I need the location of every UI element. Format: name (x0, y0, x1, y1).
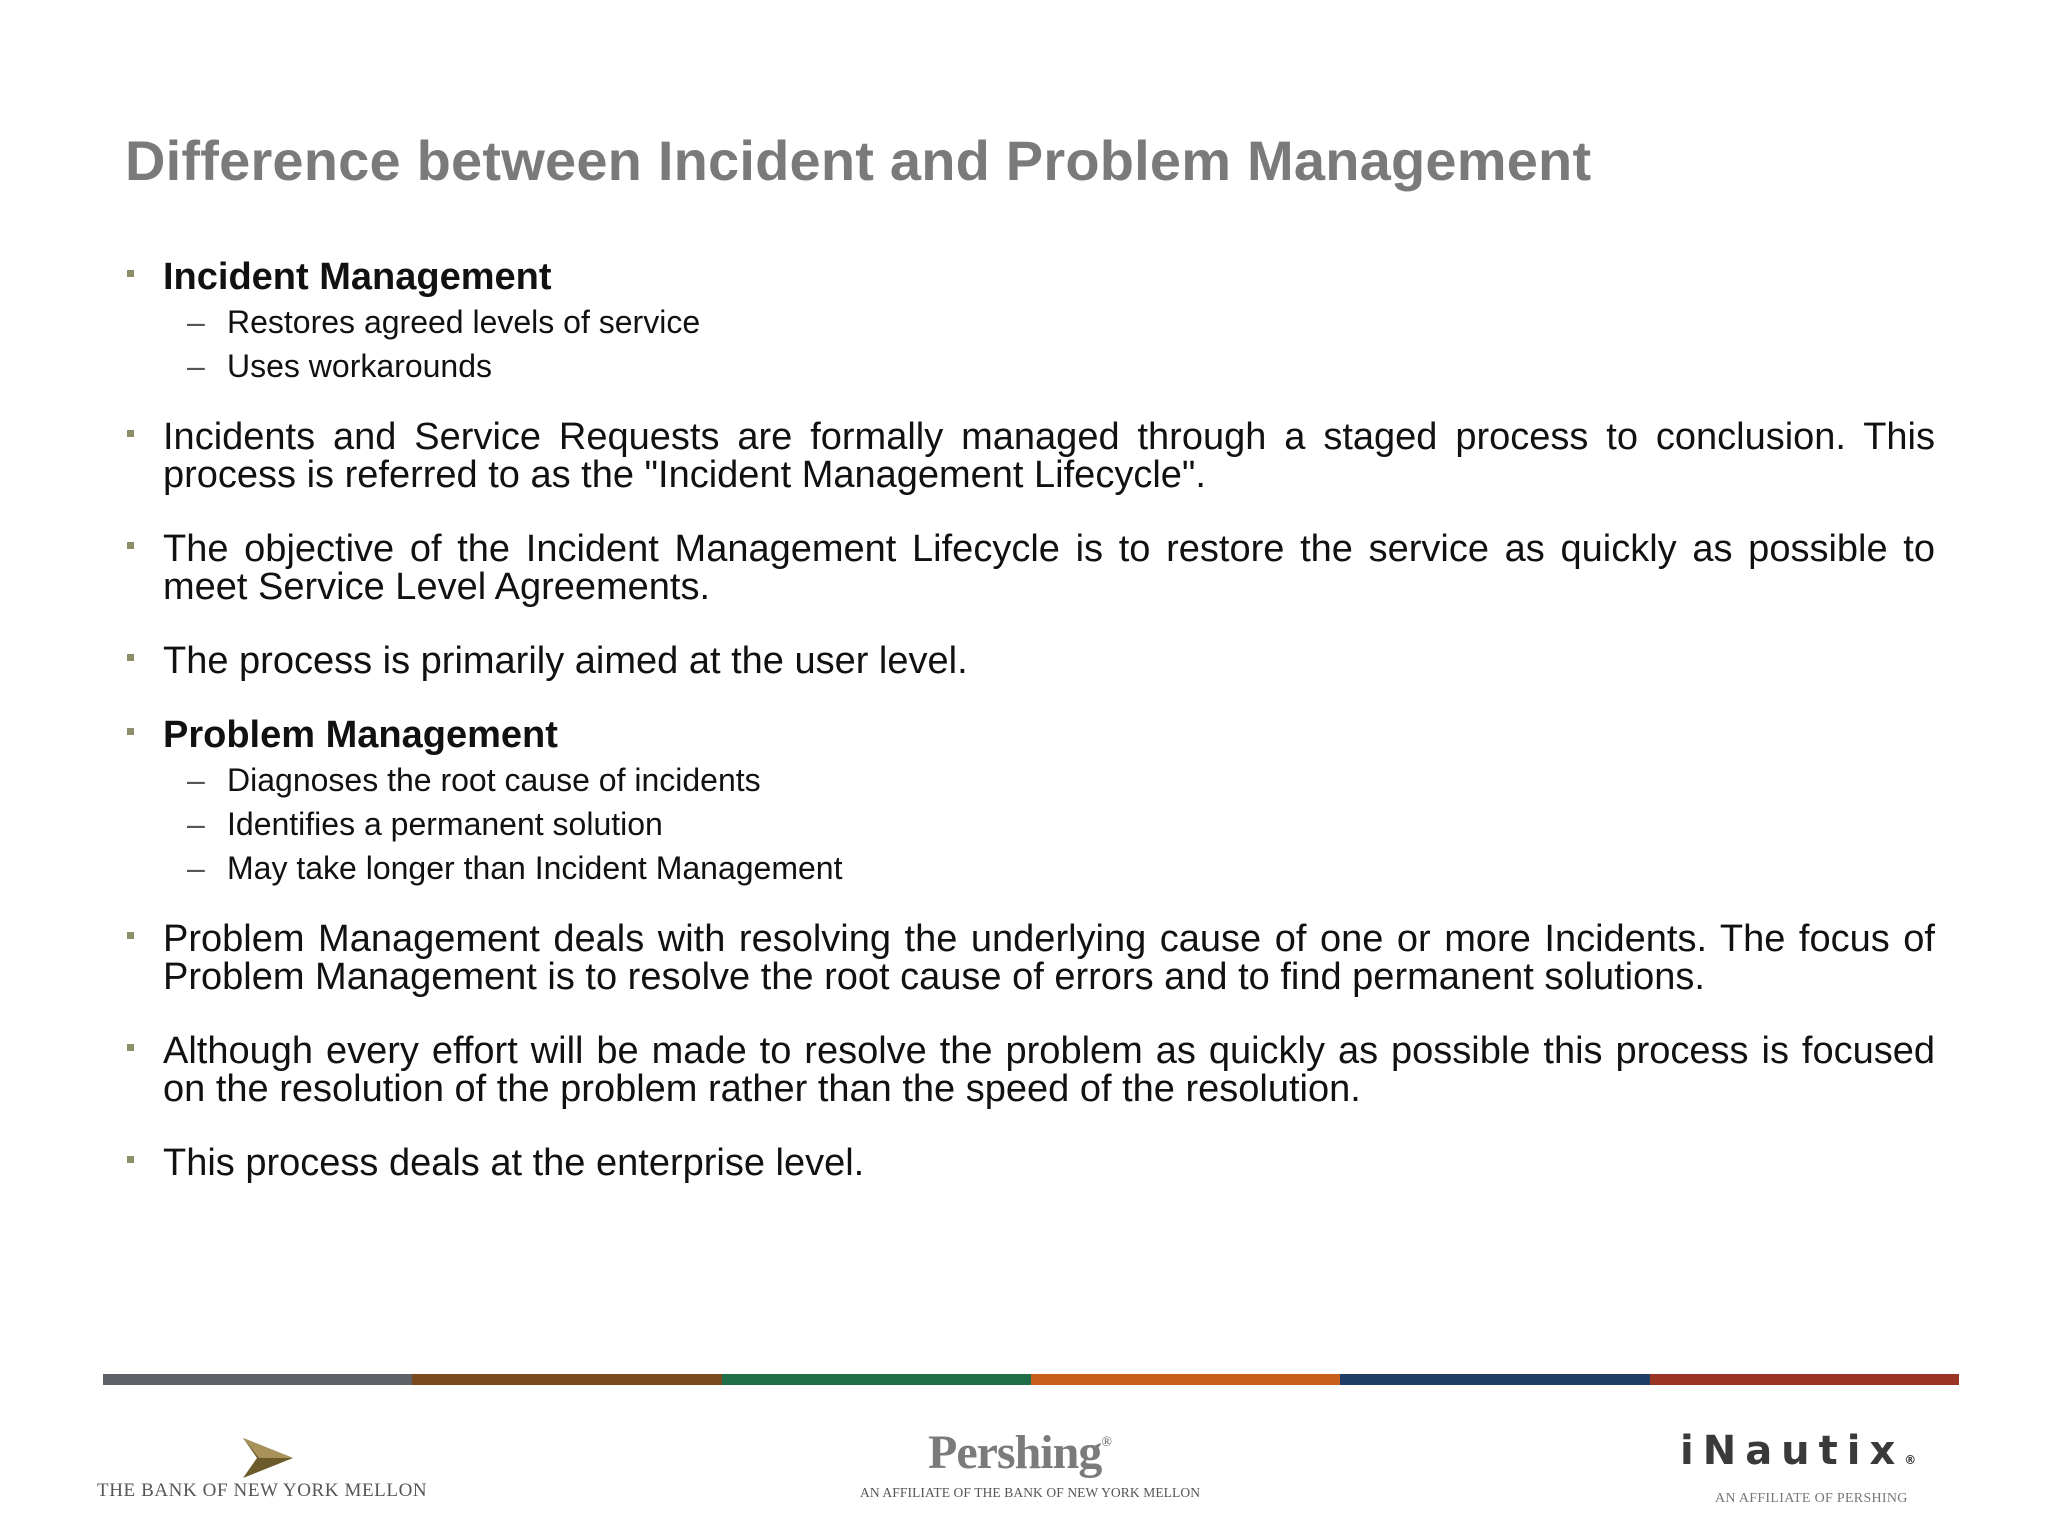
sub-bullet: – Diagnoses the root cause of incidents (125, 758, 1935, 802)
bullet-square-icon (127, 654, 134, 661)
dash-icon: – (187, 304, 205, 340)
bullet-paragraph: Although every effort will be made to resolve the problem as quickly as possible this process is focused on the resolution of the problem rather than the speed of the resolution. (125, 1032, 1935, 1108)
bny-mellon-logo (97, 1436, 437, 1506)
dash-icon: – (187, 850, 205, 886)
stripe-segment (1031, 1374, 1340, 1385)
bny-mellon-name: THE BANK OF NEW YORK MELLON (97, 1480, 428, 1501)
sub-bullet: – May take longer than Incident Management (125, 846, 1935, 890)
bullet-square-icon (127, 542, 134, 549)
bullet-problem-management: Problem Management (125, 716, 1935, 754)
stripe-segment (722, 1374, 1031, 1385)
bullet-square-icon (127, 932, 134, 939)
stripe-segment (103, 1374, 412, 1385)
sub-bullet: – Uses workarounds (125, 344, 1935, 388)
stripe-segment (1650, 1374, 1959, 1385)
pershing-tagline: AN AFFILIATE OF THE BANK OF NEW YORK MELLON (860, 1485, 1201, 1500)
bullet-paragraph: The process is primarily aimed at the user level. (125, 642, 1935, 680)
bullet-paragraph: Problem Management deals with resolving the underlying cause of one or more Incidents. The focus of Problem Management is to resolve the root cause of errors and to find permanent solutions. (125, 920, 1935, 996)
slide-body (125, 258, 1935, 1182)
bullet-square-icon (127, 1156, 134, 1163)
sub-bullet: – Identifies a permanent solution (125, 802, 1935, 846)
bullet-paragraph: This process deals at the enterprise level. (125, 1144, 1935, 1182)
bullet-square-icon (127, 1044, 134, 1051)
inautix-name: iNautix® (1680, 1428, 1917, 1474)
dash-icon: – (187, 806, 205, 842)
inautix-logo (1680, 1428, 1970, 1508)
slide-title: Difference between Incident and Problem Management (125, 129, 1592, 192)
pershing-logo (860, 1425, 1200, 1505)
bullet-paragraph: Incidents and Service Requests are formally managed through a staged process to conclusion. This process is referred to as the "Incident Management Lifecycle". (125, 418, 1935, 494)
stripe-segment (1340, 1374, 1649, 1385)
sub-bullet: – Restores agreed levels of service (125, 300, 1935, 344)
footer-color-stripe (103, 1374, 1959, 1385)
bullet-paragraph: The objective of the Incident Management Lifecycle is to restore the service as quickly as possible to meet Service Level Agreements. (125, 530, 1935, 606)
dash-icon: – (187, 348, 205, 384)
bullet-square-icon (127, 728, 134, 735)
inautix-tagline: AN AFFILIATE OF PERSHING (1715, 1491, 1908, 1506)
bullet-square-icon (127, 430, 134, 437)
bny-arrow-logo-icon (237, 1436, 297, 1478)
dash-icon: – (187, 762, 205, 798)
pershing-name: Pershing® (928, 1426, 1111, 1479)
stripe-segment (412, 1374, 721, 1385)
bullet-incident-management: Incident Management (125, 258, 1935, 296)
bullet-square-icon (127, 270, 134, 277)
